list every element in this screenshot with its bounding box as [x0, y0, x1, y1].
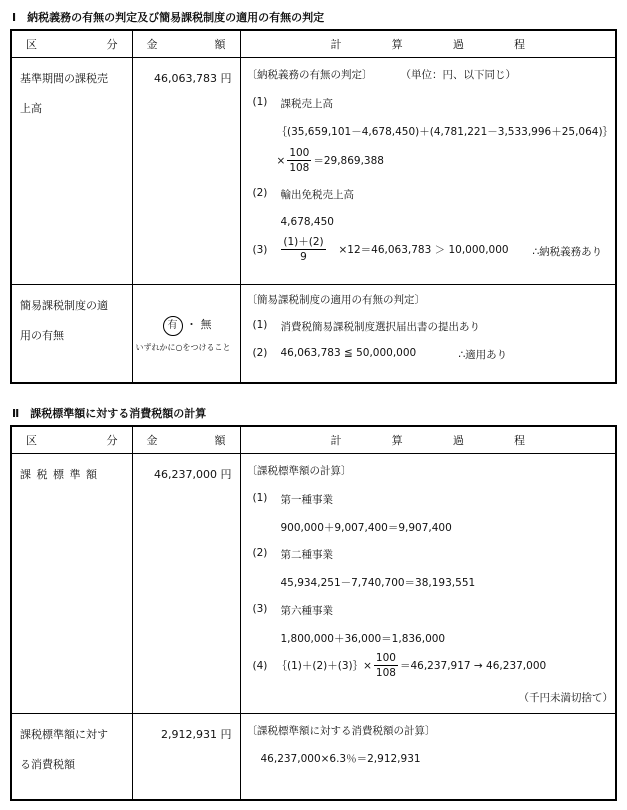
section1-table	[10, 29, 617, 384]
conclusion: ∴納税義務あり	[532, 246, 603, 258]
section2-header-row	[11, 426, 616, 454]
rounding-note: （千円未満切捨て）	[518, 692, 613, 704]
row-label: 基準期間の課税売 上高	[11, 58, 132, 285]
table-row	[11, 58, 616, 285]
calc-process: 〔簡易課税制度の適用の有無の判定〕 (1) 消費税簡易課税制度選択届出書の提出あり (2) 46,063,783 ≦ 50,000,000 ∴適用あり	[240, 285, 616, 383]
fraction-line: $\frac{(1)+(2)}{9}$ ×12＝46,063,783 ＞ 10,000,000	[283, 236, 509, 263]
row-amount: 2,912,931 円	[132, 714, 240, 800]
header-process: 計 算 過 程	[240, 426, 616, 454]
row-label: 課税標準額に対す る消費税額	[11, 714, 132, 800]
calc-title: 〔納税義務の有無の判定〕	[246, 69, 373, 81]
calc-title: 〔簡易課税制度の適用の有無の判定〕	[246, 294, 425, 306]
fraction-line: × $\frac{100}{108}$ ＝29,869,388	[276, 147, 384, 174]
calc-title: 〔課税標準額の計算〕	[246, 465, 352, 477]
formula: ｛(35,659,101－4,678,450)＋(4,781,221－3,533,996＋25,064)｝	[276, 126, 614, 138]
section1-header-row	[11, 30, 616, 58]
table-row	[11, 454, 616, 714]
unit-note: （単位：円、以下同じ）	[400, 69, 516, 81]
section2-heading: Ⅱ 課税標準額に対する消費税額の計算	[12, 407, 207, 420]
section2-table	[10, 425, 617, 801]
section1-heading: Ⅰ 納税義務の有無の判定及び簡易課税制度の適用の有無の判定	[12, 11, 325, 24]
choice-note: いずれかに○をつけること	[135, 343, 231, 352]
header-amount: 金 額	[132, 426, 240, 454]
calc-process: 〔課税標準額に対する消費税額の計算〕 46,237,000×6.3％＝2,912,931	[240, 714, 616, 800]
row-amount: 46,237,000 円	[132, 454, 240, 714]
calc-title: 〔課税標準額に対する消費税額の計算〕	[246, 725, 436, 737]
header-category: 区 分	[11, 30, 132, 58]
header-process: 計 算 過 程	[240, 30, 616, 58]
calc-process: 〔納税義務の有無の判定〕 （単位：円、以下同じ） (1) 課税売上高 ｛(35,659,101－4,678,450)＋(4,781,221－3,533,996＋25,064)｝ × $\frac{100}{108}$ ＝29,869,388 (2) 輸出免税売上高 4,678,450 (3) $\frac{(1)+(2)}{9}$ ×12＝46,063,783 ＞ 10,000,000 ∴納税義務あり	[240, 58, 616, 285]
conclusion: ∴適用あり	[458, 349, 508, 361]
choice-cell: 有 ・ 無 いずれかに○をつけること	[132, 285, 240, 383]
calc-process: 〔課税標準額の計算〕 (1) 第一種事業 900,000＋9,007,400＝9,907,400 (2) 第二種事業 45,934,251－7,740,700＝38,193,551 (3) 第六種事業 1,800,000＋36,000＝1,836,000 (4) ｛(1)＋(2)＋(3)｝× $\frac{100}{108}$ ＝46,237,917 → 46,237,000 （千円未満切捨て）	[240, 454, 616, 714]
selected-choice[interactable]: 有	[163, 316, 183, 336]
row-label: 簡易課税制度の適 用の有無	[11, 285, 132, 383]
unselected-choice[interactable]: 無	[200, 318, 212, 331]
header-amount: 金 額	[132, 30, 240, 58]
header-category: 区 分	[11, 426, 132, 454]
table-row	[11, 285, 616, 383]
table-row	[11, 714, 616, 800]
fraction-line: ｛(1)＋(2)＋(3)｝× $\frac{100}{108}$ ＝46,237,917 → 46,237,000	[276, 652, 547, 679]
row-amount: 46,063,783 円	[132, 58, 240, 285]
row-label: 課 税 標 準 額	[11, 454, 132, 714]
